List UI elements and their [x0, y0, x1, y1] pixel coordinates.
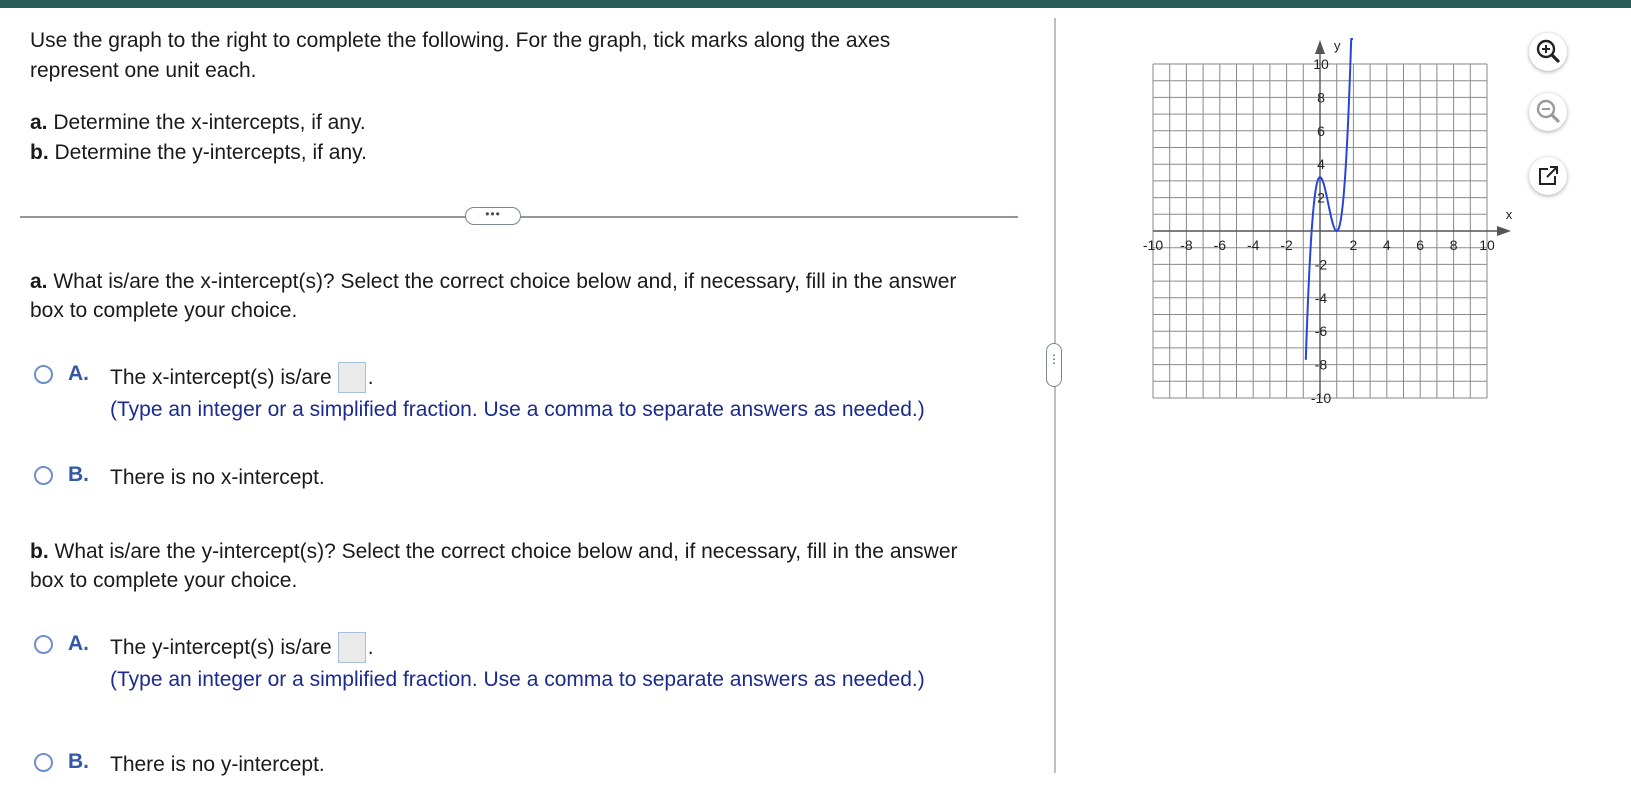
- y-tick-label: 6: [1317, 122, 1325, 139]
- x-tick-label: 4: [1382, 237, 1391, 253]
- function-graph: [1120, 28, 1513, 418]
- y-axis-arrow: [1315, 40, 1325, 54]
- radio-button[interactable]: [34, 365, 53, 384]
- choice-text: There is no y-intercept.: [110, 753, 325, 776]
- answer-hint: (Type an integer or a simplified fraction. Use a comma to separate answers as needed.): [110, 668, 925, 691]
- function-curve: [1306, 39, 1353, 360]
- top-bar: [0, 0, 1631, 8]
- x-axis-arrow: [1497, 226, 1511, 236]
- instruction-a: a. Determine the x-intercepts, if any.: [30, 111, 366, 134]
- instructions: [30, 26, 1020, 168]
- panel-divider: [1054, 18, 1056, 773]
- y-tick-label: -2: [1314, 256, 1328, 273]
- radio-button[interactable]: [34, 635, 53, 654]
- y-tick-label: 2: [1317, 189, 1325, 206]
- choice-letter: B.: [68, 750, 89, 773]
- x-tick-label: 6: [1416, 237, 1425, 253]
- question-a-prompt: a. What is/are the x-intercept(s)? Select the correct choice below and, if necessary, fill in the answer box to complete your choice.: [30, 270, 957, 322]
- radio-button[interactable]: [34, 753, 53, 772]
- answer-hint: (Type an integer or a simplified fraction. Use a comma to separate answers as needed.): [110, 398, 925, 421]
- y-tick-label: -10: [1310, 390, 1332, 406]
- y-tick-label: -4: [1314, 289, 1328, 306]
- y-tick-label: 4: [1317, 156, 1325, 173]
- panel-resize-handle[interactable]: ⋮: [1046, 343, 1062, 387]
- zoom-out-button[interactable]: [1529, 93, 1567, 131]
- x-axis-label: x: [1505, 207, 1513, 222]
- zoom-out-icon: [1529, 93, 1567, 131]
- question-panel: [30, 26, 1020, 776]
- x-tick-label: 2: [1349, 237, 1358, 253]
- x-tick-label: 10: [1479, 237, 1495, 253]
- x-tick-label: -6: [1213, 237, 1227, 253]
- x-tick-label: -8: [1180, 237, 1193, 253]
- instructions-line-1: Use the graph to the right to complete the following. For the graph, tick marks along the axes: [30, 29, 891, 52]
- x-tick-label: 8: [1449, 237, 1458, 253]
- y-tick-label: -6: [1314, 323, 1328, 340]
- choice-letter: A.: [68, 362, 89, 385]
- choice-text: The y-intercept(s) is/are .: [110, 632, 960, 663]
- zoom-in-icon: [1529, 33, 1567, 71]
- choice-letter: B.: [68, 463, 89, 486]
- popout-button[interactable]: [1529, 157, 1567, 195]
- choice-text: There is no x-intercept.: [110, 466, 325, 489]
- instructions-line-2: represent one unit each.: [30, 59, 257, 82]
- x-tick-label: -2: [1280, 237, 1293, 253]
- y-intercept-answer-box[interactable]: [338, 632, 366, 663]
- y-axis-label: y: [1334, 38, 1341, 53]
- question-b-prompt: b. What is/are the y-intercept(s)? Select the correct choice below and, if necessary, fill in the answer box to complete your choice.: [30, 540, 958, 592]
- radio-button[interactable]: [34, 466, 53, 485]
- popout-icon: [1529, 157, 1567, 195]
- instruction-b: b. Determine the y-intercepts, if any.: [30, 141, 367, 164]
- y-tick-label: 10: [1313, 56, 1329, 72]
- zoom-in-button[interactable]: [1529, 33, 1567, 71]
- x-intercept-answer-box[interactable]: [338, 362, 366, 393]
- x-tick-label: -4: [1246, 237, 1260, 253]
- y-tick-label: -8: [1314, 356, 1328, 373]
- expand-toggle[interactable]: •••: [465, 207, 521, 225]
- choice-text: The x-intercept(s) is/are .: [110, 362, 960, 393]
- choice-letter: A.: [68, 632, 89, 655]
- x-tick-label: -10: [1142, 237, 1164, 253]
- y-tick-label: 8: [1317, 89, 1325, 106]
